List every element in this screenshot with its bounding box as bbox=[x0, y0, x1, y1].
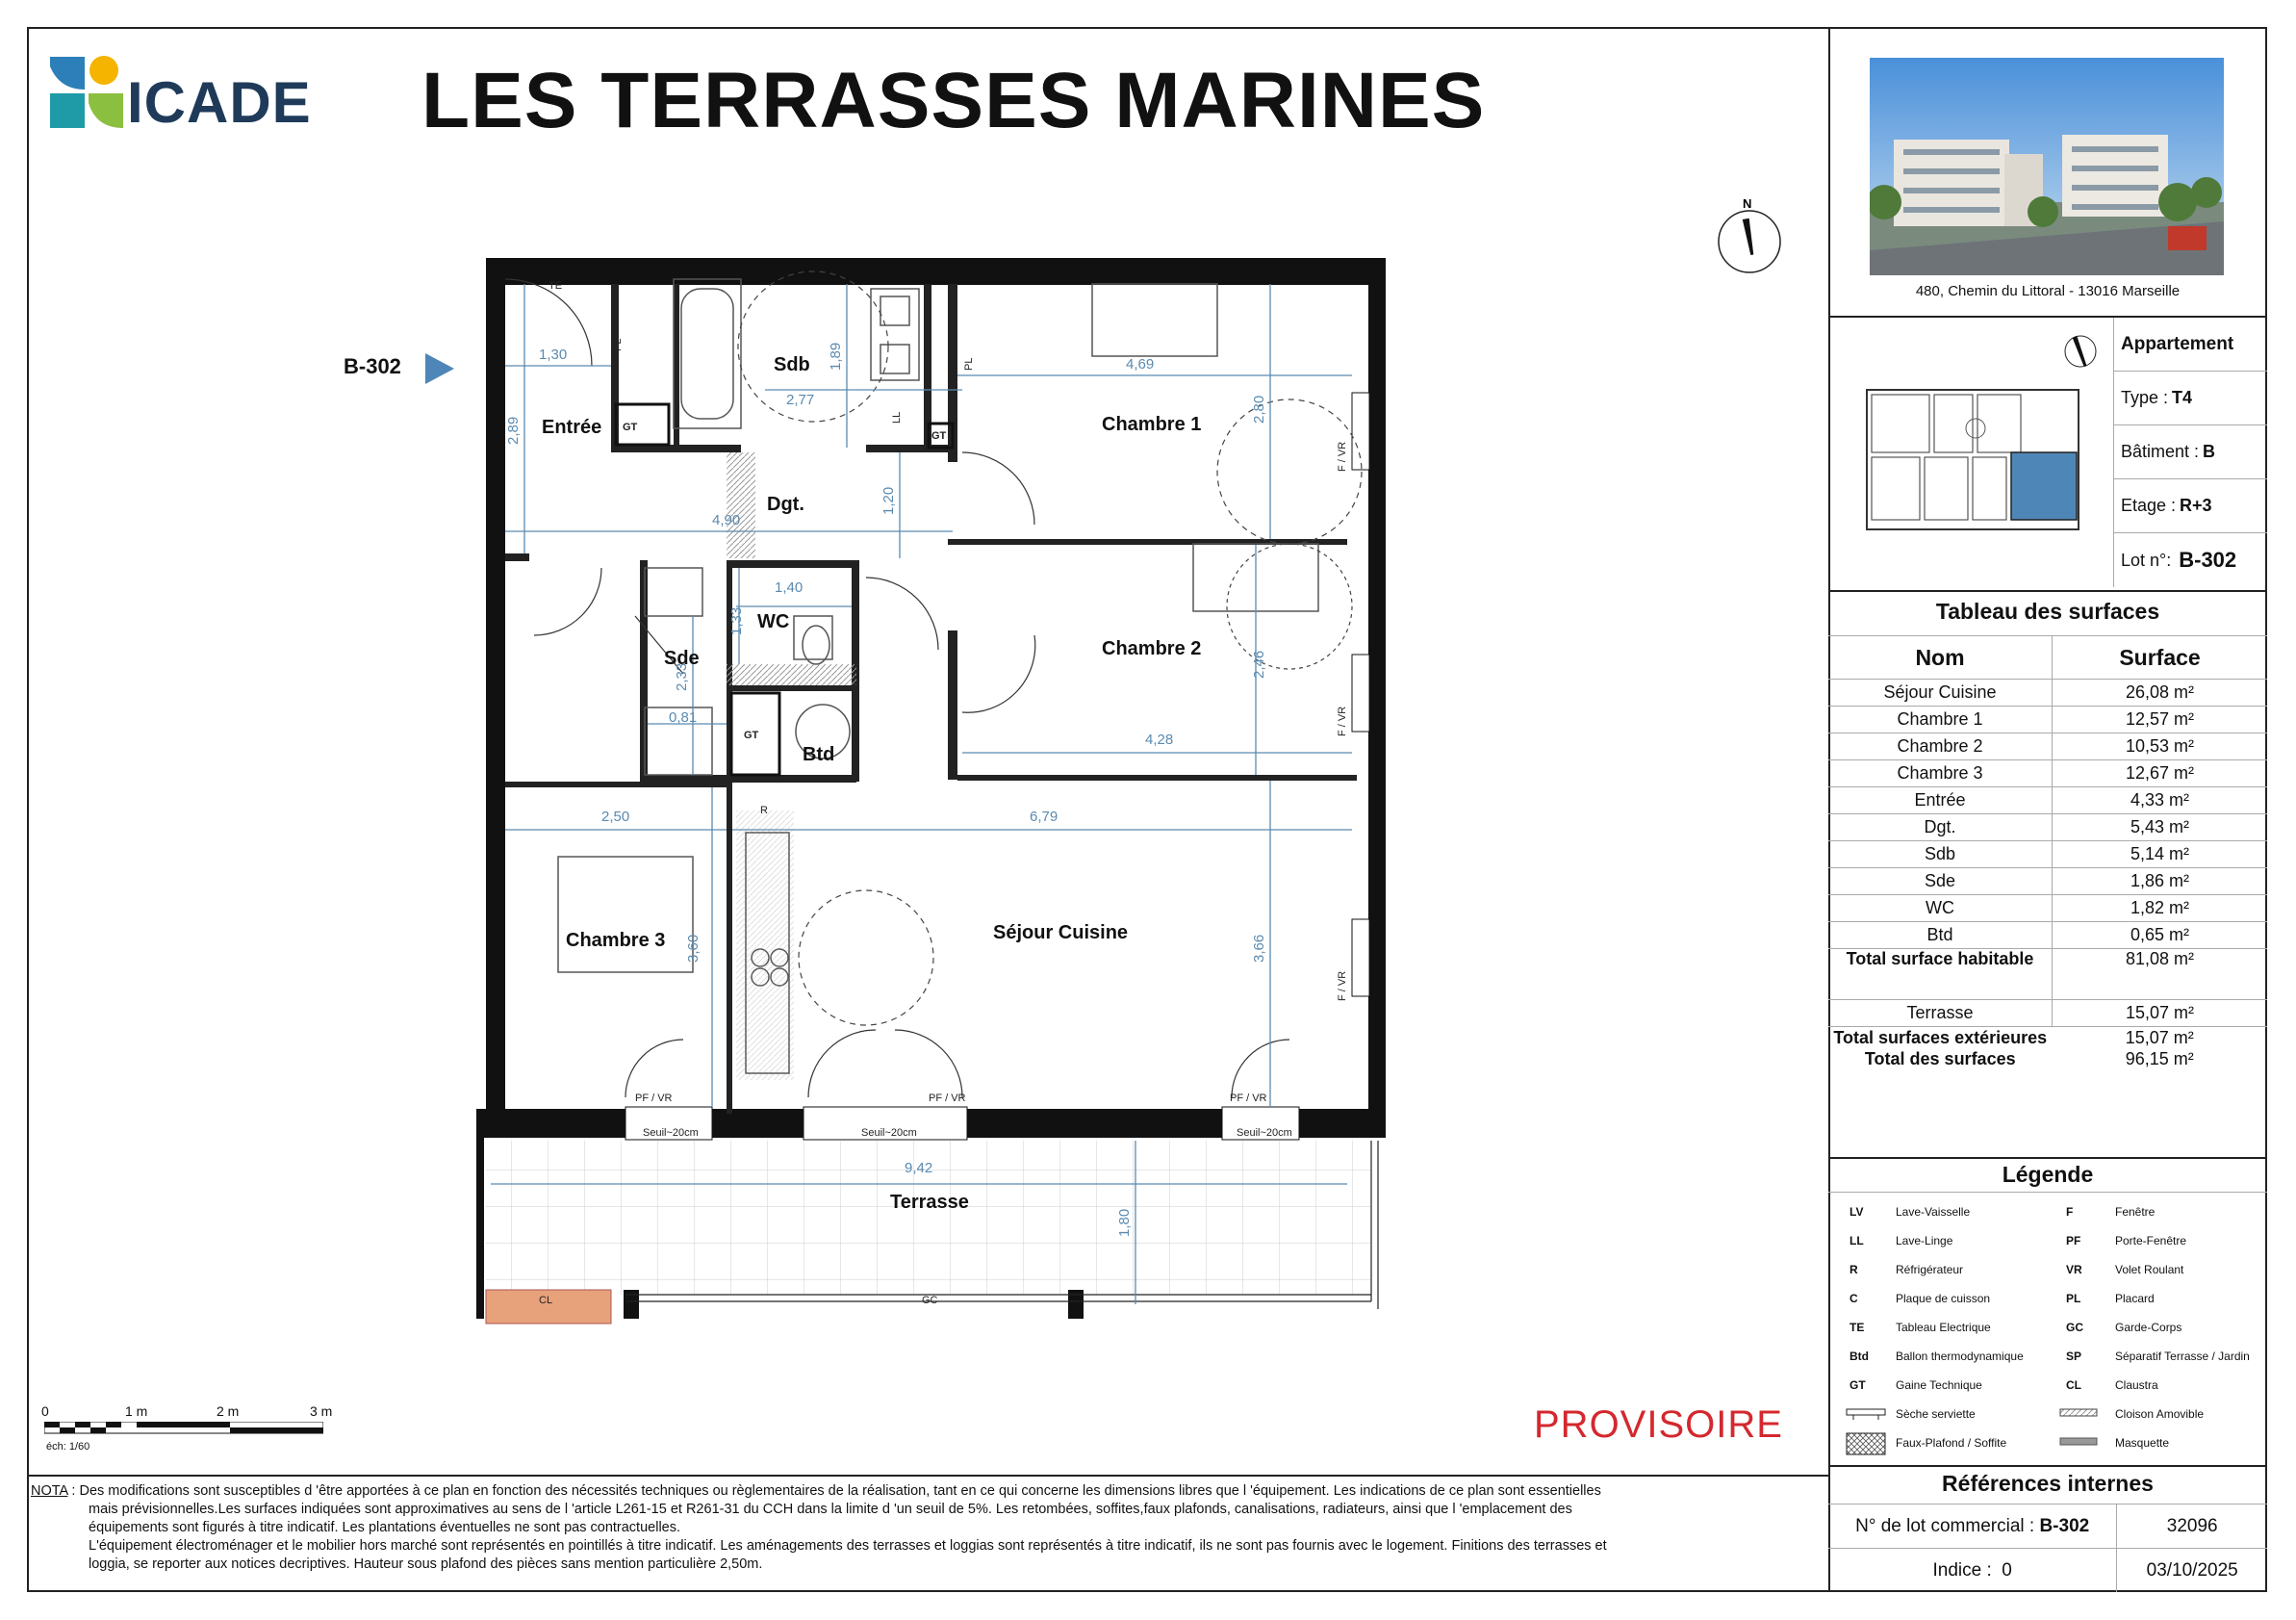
type-value: T4 bbox=[2172, 388, 2193, 407]
terrasse-value: 15,07 m² bbox=[2053, 1000, 2268, 1027]
legend-text: Masquette bbox=[2115, 1436, 2170, 1450]
legend-text: Fenêtre bbox=[2115, 1205, 2156, 1219]
legend-text: Volet Roulant bbox=[2115, 1263, 2184, 1276]
address: 480, Chemin du Littoral - 13016 Marseille bbox=[1915, 283, 2181, 299]
unit-marker-label: B-302 bbox=[344, 354, 401, 378]
mark-pfvr-3: PF / VR bbox=[1230, 1093, 1267, 1104]
row-nom: Chambre 3 bbox=[1828, 760, 2053, 787]
mark-cl: CL bbox=[539, 1295, 553, 1306]
total-ext-row bbox=[1828, 1027, 2267, 1049]
removable-partition-icon bbox=[2059, 1408, 2098, 1418]
room-sdb: Sdb bbox=[774, 354, 810, 375]
legend-text: Réfrigérateur bbox=[1896, 1263, 1964, 1276]
scale-tick-1: 1 m bbox=[125, 1403, 148, 1419]
dim-2-80: 2,80 bbox=[1251, 395, 1267, 424]
brand-name: ICADE bbox=[127, 70, 312, 135]
nota-line-4: L'équipement électroménager et le mobilier hors marché sont représentés en pointillés à titre indicatif. Les aménagements des terrasses et loggias sont représentés à titre indicatif, ils ne sont pas fournis avec le logement. Finitions des terrasses et bbox=[89, 1538, 1607, 1554]
legend-title: Légende bbox=[2002, 1162, 2094, 1187]
nota-label: NOTA bbox=[31, 1483, 68, 1499]
legend-row bbox=[1838, 1285, 2267, 1314]
ref-date: 03/10/2025 bbox=[2116, 1549, 2267, 1592]
nota-line-1: : Des modifications sont susceptibles d 'être apportées à ce plan en fonction des nécessités techniques ou règlementaires de la réalisation, tant en ce qui concerne les dimensions libres que l 'équipement. Les indications de ce plan sont essentielles bbox=[67, 1483, 1601, 1499]
provisoire-stamp: PROVISOIRE bbox=[1534, 1403, 1783, 1446]
table-row bbox=[1828, 787, 2267, 814]
row-surface: 10,53 m² bbox=[2053, 733, 2268, 760]
batiment-label: Bâtiment : bbox=[2121, 442, 2200, 461]
table-row bbox=[1828, 760, 2267, 787]
ref-lot bbox=[1828, 1504, 2116, 1548]
dim-4-28: 4,28 bbox=[1145, 732, 1174, 748]
mark-gt-1: GT bbox=[623, 422, 638, 433]
room-chambre3: Chambre 3 bbox=[566, 930, 666, 951]
legend-text: Claustra bbox=[2115, 1378, 2158, 1392]
batiment-value: B bbox=[2203, 442, 2216, 461]
row-surface: 0,65 m² bbox=[2053, 922, 2268, 949]
row-surface: 12,57 m² bbox=[2053, 707, 2268, 733]
legend-row bbox=[1838, 1256, 2267, 1285]
ref-indice-value: 0 bbox=[2002, 1559, 2012, 1581]
mark-seuil-1: Seuil~20cm bbox=[643, 1127, 699, 1139]
room-entree: Entrée bbox=[542, 417, 602, 438]
apartment-etage bbox=[2113, 479, 2267, 533]
terrasse-row bbox=[1828, 1000, 2267, 1027]
legend-abbr: F bbox=[2066, 1205, 2074, 1219]
dim-2-33: 2,33 bbox=[674, 662, 690, 691]
ref-row-indice bbox=[1828, 1548, 2267, 1592]
legend-text: Lave-Vaisselle bbox=[1896, 1205, 1971, 1219]
mark-fvr-3: F / VR bbox=[1337, 970, 1348, 1001]
legend-abbr: PF bbox=[2066, 1234, 2081, 1247]
unit-marker bbox=[344, 354, 401, 379]
legend-text: Cloison Amovible bbox=[2115, 1407, 2205, 1421]
legend-text: Ballon thermodynamique bbox=[1896, 1350, 2024, 1363]
legend-row bbox=[1838, 1429, 2267, 1458]
total-value: 96,15 m² bbox=[2125, 1048, 2194, 1068]
room-btd: Btd bbox=[803, 744, 835, 765]
legend-text: Faux-Plafond / Soffite bbox=[1896, 1436, 2007, 1450]
etage-value: R+3 bbox=[2180, 496, 2212, 515]
ref-indice bbox=[1828, 1549, 2116, 1592]
legend-text: Porte-Fenêtre bbox=[2115, 1234, 2187, 1247]
mark-seuil-2: Seuil~20cm bbox=[861, 1127, 917, 1139]
legend-abbr: GT bbox=[1850, 1378, 1866, 1392]
apartment-type bbox=[2113, 372, 2267, 425]
room-sejour: Séjour Cuisine bbox=[993, 922, 1129, 943]
row-nom: Chambre 2 bbox=[1828, 733, 2053, 760]
table-row bbox=[1828, 733, 2267, 760]
dim-1-20: 1,20 bbox=[880, 486, 897, 515]
legend-abbr: TE bbox=[1850, 1321, 1865, 1334]
legend-row bbox=[1838, 1198, 2267, 1227]
surfaces-divider bbox=[1828, 590, 2267, 592]
legend-abbr: VR bbox=[2066, 1263, 2082, 1276]
mark-pfvr-2: PF / VR bbox=[929, 1093, 966, 1104]
legend-text: Séparatif Terrasse / Jardin bbox=[2115, 1350, 2250, 1363]
legend-abbr: R bbox=[1850, 1263, 1858, 1276]
compass-icon bbox=[2061, 332, 2100, 371]
legend-row bbox=[1838, 1343, 2267, 1372]
legend-row bbox=[1838, 1314, 2267, 1343]
col-surface: Surface bbox=[2053, 636, 2268, 680]
legend-abbr: LV bbox=[1850, 1205, 1864, 1219]
scale-bar-graphic bbox=[44, 1422, 323, 1435]
mark-pl-2: PL bbox=[963, 357, 975, 371]
table-row bbox=[1828, 814, 2267, 841]
room-chambre1: Chambre 1 bbox=[1102, 414, 1202, 435]
table-row bbox=[1828, 922, 2267, 949]
legend-abbr: C bbox=[1850, 1292, 1858, 1305]
table-row bbox=[1828, 868, 2267, 895]
legend-text: Gaine Technique bbox=[1896, 1378, 1982, 1392]
row-nom: Entrée bbox=[1828, 787, 2053, 814]
ref-lot-value: B-302 bbox=[2039, 1515, 2090, 1536]
type-label: Type : bbox=[2121, 388, 2169, 407]
etage-label: Etage : bbox=[2121, 496, 2177, 515]
unit-arrow-icon bbox=[423, 351, 456, 386]
surfaces-header-row bbox=[1828, 636, 2267, 680]
room-dgt: Dgt. bbox=[767, 494, 804, 515]
row-surface: 5,14 m² bbox=[2053, 841, 2268, 868]
ref-lot-label: N° de lot commercial : bbox=[1855, 1515, 2035, 1536]
row-nom: WC bbox=[1828, 895, 2053, 922]
dim-2-46: 2,46 bbox=[1251, 650, 1267, 679]
row-surface: 5,43 m² bbox=[2053, 814, 2268, 841]
row-nom: Sde bbox=[1828, 868, 2053, 895]
scale-tick-0: 0 bbox=[41, 1403, 49, 1419]
room-terrasse: Terrasse bbox=[890, 1192, 969, 1213]
references-table bbox=[1828, 1504, 2267, 1592]
ref-indice-label: Indice : bbox=[1932, 1559, 1992, 1581]
ref-row-lot bbox=[1828, 1504, 2267, 1548]
row-surface: 12,67 m² bbox=[2053, 760, 2268, 787]
project-title: LES TERRASSES MARINES bbox=[421, 57, 1486, 144]
mark-gc: GC bbox=[922, 1295, 938, 1306]
masquette-icon bbox=[2059, 1437, 2098, 1447]
legend-text: Placard bbox=[2115, 1292, 2155, 1305]
room-sde: Sde bbox=[664, 648, 700, 669]
legend-row bbox=[1838, 1401, 2267, 1429]
legend-divider bbox=[1828, 1157, 2267, 1159]
total-ext-value: 15,07 m² bbox=[2125, 1027, 2194, 1047]
mark-pfvr-1: PF / VR bbox=[635, 1093, 673, 1104]
room-wc: WC bbox=[757, 611, 790, 632]
mark-pl-1: PL bbox=[612, 338, 624, 351]
row-surface: 1,86 m² bbox=[2053, 868, 2268, 895]
key-plan bbox=[1862, 385, 2083, 534]
row-nom: Btd bbox=[1828, 922, 2053, 949]
total-habitable-label: Total surface habitable bbox=[1828, 949, 2053, 1000]
legend-row bbox=[1838, 1227, 2267, 1256]
dim-1-40: 1,40 bbox=[775, 579, 804, 596]
dim-4-90: 4,90 bbox=[712, 512, 741, 528]
mark-gt-3: GT bbox=[744, 730, 759, 741]
mark-fvr-1: F / VR bbox=[1337, 441, 1348, 472]
row-nom: Séjour Cuisine bbox=[1828, 680, 2053, 707]
nota-text bbox=[31, 1482, 1792, 1574]
surfaces-table bbox=[1828, 635, 2267, 1069]
lot-label: Lot n°: bbox=[2121, 550, 2172, 570]
surfaces-title: Tableau des surfaces bbox=[1935, 599, 2160, 624]
legend-text: Tableau Electrique bbox=[1896, 1321, 1991, 1334]
legend-title-divider bbox=[1828, 1192, 2267, 1193]
legend-abbr: Btd bbox=[1850, 1350, 1869, 1363]
row-surface: 4,33 m² bbox=[2053, 787, 2268, 814]
total-habitable-row bbox=[1828, 949, 2267, 1000]
apartment-info bbox=[2113, 318, 2267, 587]
legend bbox=[1838, 1198, 2267, 1458]
floor-plan bbox=[472, 255, 1395, 1333]
legend-abbr: SP bbox=[2066, 1350, 2082, 1363]
dim-2-77: 2,77 bbox=[786, 392, 815, 408]
mark-fvr-2: F / VR bbox=[1337, 706, 1348, 736]
legend-abbr: CL bbox=[2066, 1378, 2081, 1392]
row-nom: Sdb bbox=[1828, 841, 2053, 868]
legend-row bbox=[1838, 1372, 2267, 1401]
table-row bbox=[1828, 707, 2267, 733]
room-chambre2: Chambre 2 bbox=[1102, 638, 1202, 659]
scale-bar bbox=[38, 1401, 356, 1458]
table-row bbox=[1828, 895, 2267, 922]
dim-2-89: 2,89 bbox=[505, 416, 522, 445]
scale-label: éch: 1/60 bbox=[46, 1441, 90, 1453]
dim-6-79: 6,79 bbox=[1030, 809, 1059, 825]
references-title: Références internes bbox=[1942, 1471, 2154, 1496]
dim-1-33: 1,33 bbox=[728, 606, 745, 635]
references-divider bbox=[1828, 1465, 2267, 1467]
dim-3-66: 3,66 bbox=[1251, 934, 1267, 963]
ref-code: 32096 bbox=[2116, 1504, 2267, 1548]
legend-abbr: LL bbox=[1850, 1234, 1864, 1247]
mark-gt-2: GT bbox=[931, 430, 947, 442]
dim-1-30: 1,30 bbox=[539, 347, 568, 363]
apartment-batiment bbox=[2113, 425, 2267, 479]
table-row bbox=[1828, 841, 2267, 868]
nota-line-2: mais prévisionnelles.Les surfaces indiquées sont approximatives au sens de l 'article L261-15 et R261-31 du CCH dans la limite d 'un seuil de 5%. Les retombées, soffites,faux plafonds, canalisations, radiateurs, ainsi que l 'emplacement des bbox=[89, 1502, 1572, 1517]
table-row bbox=[1828, 680, 2267, 707]
lot-value: B-302 bbox=[2179, 548, 2237, 572]
nota-line-5: loggia, se reporter aux notices decriptives. Hauteur sous plafond des pièces sans mention particulière 2,50m. bbox=[89, 1556, 763, 1572]
mark-ll: LL bbox=[891, 411, 903, 424]
total-label: Total des surfaces bbox=[1864, 1048, 2016, 1068]
north-label: N bbox=[1743, 197, 1752, 211]
dim-1-89: 1,89 bbox=[828, 342, 844, 371]
row-surface: 1,82 m² bbox=[2053, 895, 2268, 922]
row-nom: Chambre 1 bbox=[1828, 707, 2053, 733]
dim-3-60: 3,60 bbox=[685, 934, 702, 963]
nota-line-3: équipements sont figurés à titre indicatif. Les plantations éventuelles ne sont pas contractuelles. bbox=[89, 1520, 681, 1535]
total-ext-label: Total surfaces extérieures bbox=[1833, 1027, 2048, 1047]
terrasse-label: Terrasse bbox=[1828, 1000, 2053, 1027]
building-rendering bbox=[1870, 58, 2224, 275]
dim-0-81: 0,81 bbox=[669, 709, 698, 726]
towel-dryer-icon bbox=[1846, 1407, 1886, 1421]
legend-abbr: GC bbox=[2066, 1321, 2083, 1334]
north-arrow-icon bbox=[1716, 197, 1783, 274]
legend-text: Sèche serviette bbox=[1896, 1407, 1976, 1421]
legend-text: Lave-Linge bbox=[1896, 1234, 1953, 1247]
apartment-heading: Appartement bbox=[2113, 318, 2267, 372]
false-ceiling-icon bbox=[1846, 1432, 1886, 1455]
legend-text: Garde-Corps bbox=[2115, 1321, 2182, 1334]
scale-tick-2: 2 m bbox=[217, 1403, 240, 1419]
nota-divider bbox=[27, 1475, 1828, 1477]
dim-9-42: 9,42 bbox=[905, 1160, 933, 1176]
mark-te: TE bbox=[548, 280, 563, 292]
legend-text: Plaque de cuisson bbox=[1896, 1292, 1991, 1305]
col-nom: Nom bbox=[1828, 636, 2053, 680]
mark-seuil-3: Seuil~20cm bbox=[1237, 1127, 1292, 1139]
total-row bbox=[1828, 1048, 2267, 1069]
scale-tick-3: 3 m bbox=[310, 1403, 333, 1419]
dim-4-69: 4,69 bbox=[1126, 356, 1155, 373]
dim-1-80: 1,80 bbox=[1116, 1208, 1133, 1237]
row-nom: Dgt. bbox=[1828, 814, 2053, 841]
total-habitable-value: 81,08 m² bbox=[2053, 949, 2268, 1000]
dim-2-50: 2,50 bbox=[601, 809, 630, 825]
row-surface: 26,08 m² bbox=[2053, 680, 2268, 707]
legend-abbr: PL bbox=[2066, 1292, 2081, 1305]
apartment-lot bbox=[2113, 533, 2267, 587]
mark-r: R bbox=[760, 805, 768, 816]
